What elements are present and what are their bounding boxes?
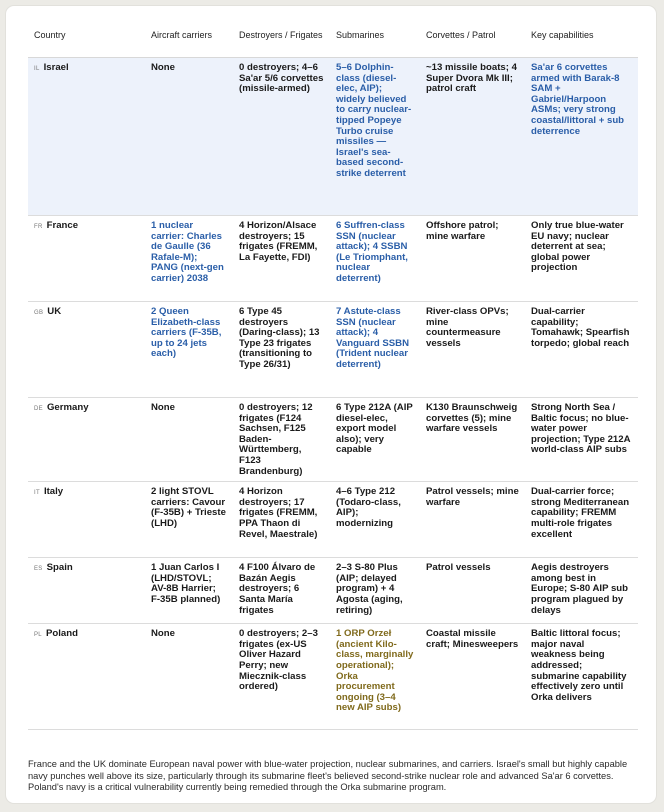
carriers-cell: 1 nuclear carrier: Charles de Gaulle (36 Rafale-M); PANG (next-gen carrier) 2038 bbox=[145, 216, 233, 302]
country-code: IT bbox=[34, 490, 40, 497]
naval-comparison-table bbox=[28, 18, 638, 730]
table-row bbox=[28, 482, 638, 558]
header-row bbox=[28, 18, 638, 58]
destroyers-cell: 4 F100 Álvaro de Bazán Aegis destroyers; 6 Santa María frigates bbox=[233, 558, 330, 624]
carriers-cell: 1 Juan Carlos I (LHD/STOVL; AV-8B Harrier; F-35B planned) bbox=[145, 558, 233, 624]
capabilities-cell: Sa'ar 6 corvettes armed with Barak-8 SAM + Gabriel/Harpoon ASMs; very strong coastal/littoral + sub deterrence bbox=[525, 58, 638, 216]
destroyers-cell: 6 Type 45 destroyers (Daring-class); 13 Type 23 frigates (transitioning to Type 26/31) bbox=[233, 302, 330, 398]
submarines-cell: 1 ORP Orzeł (ancient Kilo-class, marginally operational); Orka procurement ongoing (3–4 new AIP subs) bbox=[330, 624, 420, 730]
country-code: ES bbox=[34, 566, 43, 573]
header-carriers: Aircraft carriers bbox=[145, 18, 233, 58]
header-corvettes: Corvettes / Patrol bbox=[420, 18, 525, 58]
country-name: Poland bbox=[45, 628, 78, 640]
country-name: Germany bbox=[46, 402, 89, 413]
country-code: FR bbox=[34, 224, 43, 230]
header-country: Country bbox=[28, 18, 145, 58]
carriers-cell: 2 Queen Elizabeth-class carriers (F-35B, up to 24 jets each) bbox=[145, 302, 233, 398]
header-submarines: Submarines bbox=[330, 18, 420, 58]
carriers-cell: None bbox=[145, 624, 233, 730]
country-code: DE bbox=[34, 406, 43, 412]
country-name: Spain bbox=[46, 562, 73, 574]
submarines-cell: 7 Astute-class SSN (nuclear attack); 4 Vanguard SSBN (Trident nuclear deterrent) bbox=[330, 302, 420, 398]
header-destroyers: Destroyers / Frigates bbox=[233, 18, 330, 58]
destroyers-cell: 4 Horizon destroyers; 17 frigates (FREMM, PPA Thaon di Revel, Maestrale) bbox=[233, 482, 330, 558]
destroyers-cell: 0 destroyers; 12 frigates (F124 Sachsen, F125 Baden-Württemberg, F123 Brandenburg) bbox=[233, 398, 330, 482]
country-code: IL bbox=[34, 66, 40, 72]
capabilities-cell: Aegis destroyers among best in Europe; S-80 AIP sub program plagued by delays bbox=[525, 558, 638, 624]
submarines-cell: 6 Type 212A (AIP diesel-elec, export model also); very capable bbox=[330, 398, 420, 482]
footnote: France and the UK dominate European naval power with blue-water projection, nuclear submarines, and carriers. Israel's small but highly capable navy punches well above its size, particularly through its submarine fleet's believed second-strike nuclear role and advanced Sa'ar 6 corvettes. Poland's navy is a critical vulnerability currently being remedied through the Orka submarine program. bbox=[28, 759, 628, 793]
carriers-cell: None bbox=[145, 58, 233, 216]
country-name: UK bbox=[47, 306, 62, 317]
country-cell bbox=[28, 398, 145, 482]
destroyers-cell: 0 destroyers; 2–3 frigates (ex-US Oliver Hazard Perry; new Miecznik-class ordered) bbox=[233, 624, 330, 730]
carriers-cell: None bbox=[145, 398, 233, 482]
carriers-cell: 2 light STOVL carriers: Cavour (F-35B) + Trieste (LHD) bbox=[145, 482, 233, 558]
header-capabilities: Key capabilities bbox=[525, 18, 638, 58]
country-cell bbox=[28, 216, 145, 302]
submarines-cell: 6 Suffren-class SSN (nuclear attack); 4 SSBN (Le Triomphant, nuclear deterrent) bbox=[330, 216, 420, 302]
corvettes-cell: Patrol vessels bbox=[420, 558, 525, 624]
country-code: GB bbox=[34, 310, 44, 316]
capabilities-cell: Dual-carrier capability; Tomahawk; Spearfish torpedo; global reach bbox=[525, 302, 638, 398]
comparison-card bbox=[6, 6, 656, 803]
corvettes-cell: Coastal missile craft; Minesweepers bbox=[420, 624, 525, 730]
country-cell bbox=[28, 482, 145, 558]
table-row bbox=[28, 624, 638, 730]
destroyers-cell: 0 destroyers; 4–6 Sa'ar 5/6 corvettes (missile-armed) bbox=[233, 58, 330, 216]
capabilities-cell: Only true blue-water EU navy; nuclear deterrent at sea; global power projection bbox=[525, 216, 638, 302]
corvettes-cell: River-class OPVs; mine countermeasure vessels bbox=[420, 302, 525, 398]
table-row bbox=[28, 216, 638, 302]
capabilities-cell: Dual-carrier force; strong Mediterranean capability; FREMM multi-role frigates excellent bbox=[525, 482, 638, 558]
corvettes-cell: K130 Braunschweig corvettes (5); mine warfare vessels bbox=[420, 398, 525, 482]
corvettes-cell: Offshore patrol; mine warfare bbox=[420, 216, 525, 302]
country-cell bbox=[28, 558, 145, 624]
table-row bbox=[28, 398, 638, 482]
country-cell bbox=[28, 302, 145, 398]
table-row bbox=[28, 558, 638, 624]
submarines-cell: 4–6 Type 212 (Todaro-class, AIP); modernizing bbox=[330, 482, 420, 558]
country-code: PL bbox=[34, 632, 42, 639]
country-name: France bbox=[46, 220, 79, 231]
corvettes-cell: ~13 missile boats; 4 Super Dvora Mk III; patrol craft bbox=[420, 58, 525, 216]
table-row bbox=[28, 58, 638, 216]
country-cell bbox=[28, 624, 145, 730]
country-name: Israel bbox=[43, 62, 69, 73]
table-row bbox=[28, 302, 638, 398]
submarines-cell: 2–3 S-80 Plus (AIP; delayed program) + 4 Agosta (aging, retiring) bbox=[330, 558, 420, 624]
submarines-cell: 5–6 Dolphin-class (diesel-elec, AIP); widely believed to carry nuclear-tipped Popeye Turbo cruise missiles — Israel's sea-based second-strike deterrent bbox=[330, 58, 420, 216]
country-name: Italy bbox=[43, 486, 64, 498]
destroyers-cell: 4 Horizon/Alsace destroyers; 15 frigates (FREMM, La Fayette, FDI) bbox=[233, 216, 330, 302]
capabilities-cell: Strong North Sea / Baltic focus; no blue-water power projection; Type 212A world-class AIP subs bbox=[525, 398, 638, 482]
capabilities-cell: Baltic littoral focus; major naval weakness being addressed; submarine capability effectively zero until Orka delivers bbox=[525, 624, 638, 730]
country-cell bbox=[28, 58, 145, 216]
corvettes-cell: Patrol vessels; mine warfare bbox=[420, 482, 525, 558]
